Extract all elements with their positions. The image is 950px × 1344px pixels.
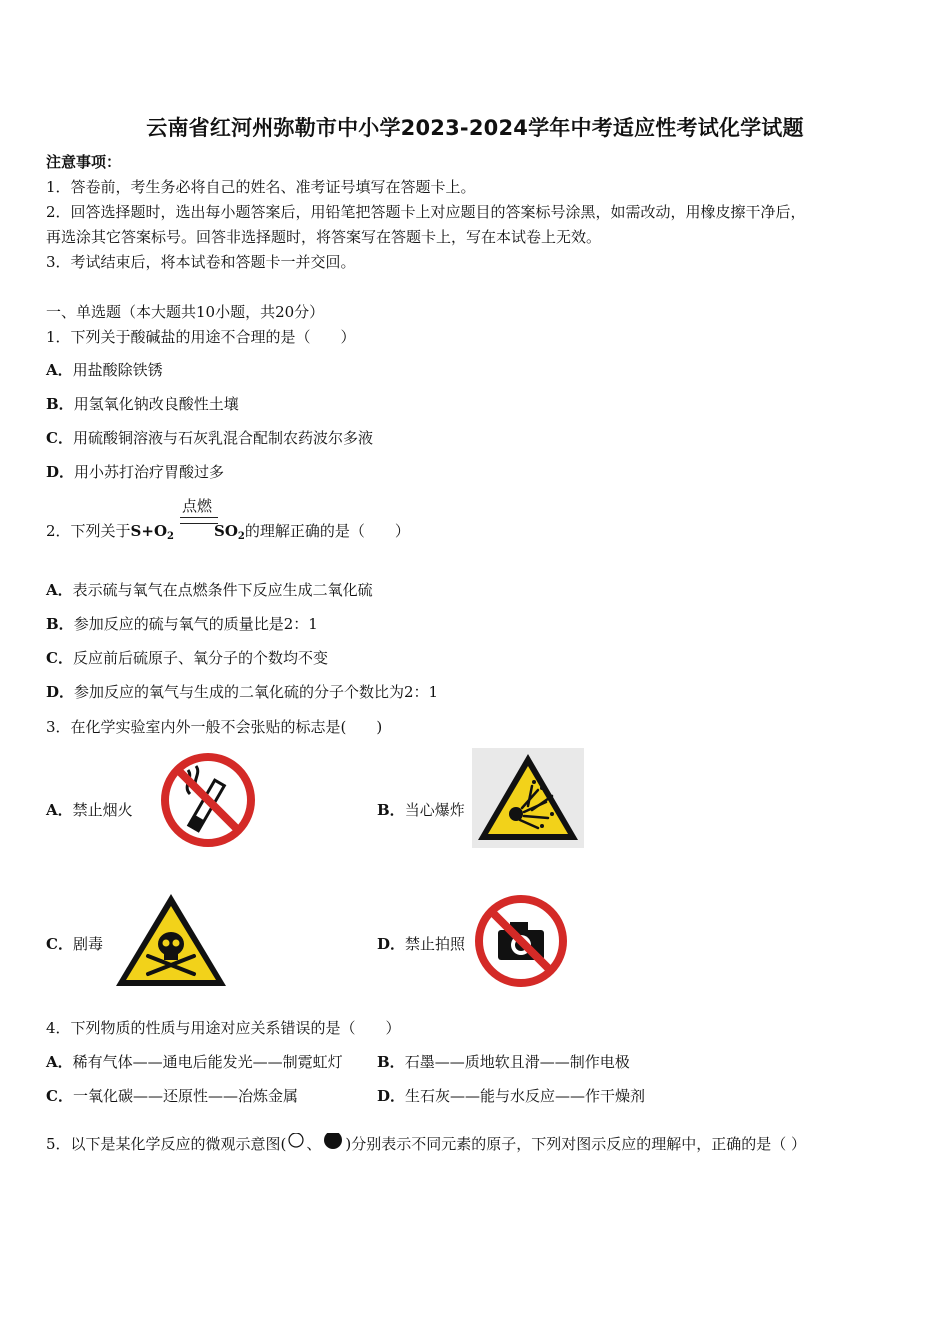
option-label: D． [46,463,75,481]
option-label: A． [46,581,73,599]
stem-prefix: 2．下列关于 [46,522,131,540]
option-label: A． [46,1053,73,1071]
option-text: 用小苏打治疗胃酸过多 [74,463,225,481]
explosion-warning-icon [472,748,584,848]
question-3-option-c [46,934,103,954]
product: SO [213,522,238,540]
question-1-option-a [46,360,163,380]
notice-item: 再选涂其它答案标号。回答非选择题时，将答案写在答题卡上，写在本试卷上无效。 [46,228,602,246]
option-text: 稀有气体——通电后能发光——制霓虹灯 [72,1053,343,1071]
question-4-option-c [46,1086,298,1106]
no-smoking-icon [160,752,256,848]
toxic-warning-icon [112,890,230,990]
option-text: 生石灰——能与水反应——作干燥剂 [405,1087,646,1105]
question-2-stem [46,521,410,547]
stem-separator: 、 [306,1135,322,1153]
question-5-stem [46,1133,806,1157]
question-2-option-a [46,580,373,600]
exam-title: 云南省红河州弥勒市中小学2023-2024学年中考适应性考试化学试题 [146,116,804,140]
option-label: C． [46,429,73,447]
question-1-option-d [46,462,224,482]
section-heading: 一、单选题（本大题共10小题，共20分） [46,303,325,321]
option-label: B． [46,395,74,413]
option-label: C． [46,935,73,953]
notice-item: 3．考试结束后，将本试卷和答题卡一并交回。 [46,253,356,271]
stem-part-a: 5．以下是某化学反应的微观示意图( [46,1135,287,1153]
notice-heading: 注意事项： [46,153,122,171]
option-text: 参加反应的氧气与生成的二氧化硫的分子个数比为2：1 [74,683,439,701]
question-3-option-a [46,800,133,820]
option-text: 用硫酸铜溶液与石灰乳混合配制农药波尔多液 [72,429,373,447]
option-text: 参加反应的硫与氧气的质量比是2：1 [73,615,318,633]
option-text: 表示硫与氧气在点燃条件下反应生成二氧化硫 [72,581,373,599]
option-label: D． [377,935,406,953]
notice-item: 2．回答选择题时，选出每小题答案后，用铅笔把答题卡上对应题目的答案标号涂黑，如需改动，用橡皮擦干净后， [46,203,806,221]
option-text: 禁止拍照 [405,935,466,953]
option-text: 一氧化碳——还原性——冶炼金属 [72,1087,298,1105]
question-2-option-b [46,614,318,634]
option-label: A． [46,361,73,379]
so2-subscript: 2 [237,531,245,542]
notice-item: 1．答卷前，考生务必将自己的姓名、准考证号填写在答题卡上。 [46,178,476,196]
question-3-option-b [377,800,465,820]
question-1-stem: 1．下列关于酸碱盐的用途不合理的是（ ） [46,328,356,346]
option-label: B． [377,1053,405,1071]
stem-suffix: 的理解正确的是（ ） [244,522,410,540]
option-text: 反应前后硫原子、氧分子的个数均不变 [72,649,328,667]
option-label: A． [46,801,73,819]
option-text: 剧毒 [72,935,103,953]
option-label: D． [46,683,75,701]
option-text: 用氢氧化钠改良酸性土壤 [73,395,239,413]
reaction-condition: 点燃 [182,497,213,515]
option-label: B． [377,801,405,819]
reactants: S+O [130,522,168,540]
question-4-option-b [377,1052,630,1072]
option-label: C． [46,1087,73,1105]
option-label: D． [377,1087,406,1105]
stem-part-b: )分别表示不同元素的原子，下列对图示反应的理解中，正确的是（ ） [345,1135,807,1153]
question-1-option-c [46,428,373,448]
question-3-option-d [377,934,465,954]
no-camera-icon [474,894,568,988]
option-text: 禁止烟火 [72,801,133,819]
question-4-option-d [377,1086,645,1106]
question-3-stem: 3．在化学实验室内外一般不会张贴的标志是( ) [46,718,383,736]
o2-subscript: 2 [167,531,174,542]
question-4-stem: 4．下列物质的性质与用途对应关系错误的是（ ） [46,1019,401,1037]
black-atom-icon [321,1133,345,1157]
question-1-option-b [46,394,239,414]
white-atom-icon [286,1133,306,1157]
question-2-option-d [46,682,438,702]
option-label: C． [46,649,73,667]
question-2-option-c [46,648,328,668]
option-text: 当心爆炸 [404,801,465,819]
option-text: 石墨——质地软且滑——制作电极 [404,1053,630,1071]
option-text: 用盐酸除铁锈 [72,361,163,379]
option-label: B． [46,615,74,633]
question-4-option-a [46,1052,343,1072]
